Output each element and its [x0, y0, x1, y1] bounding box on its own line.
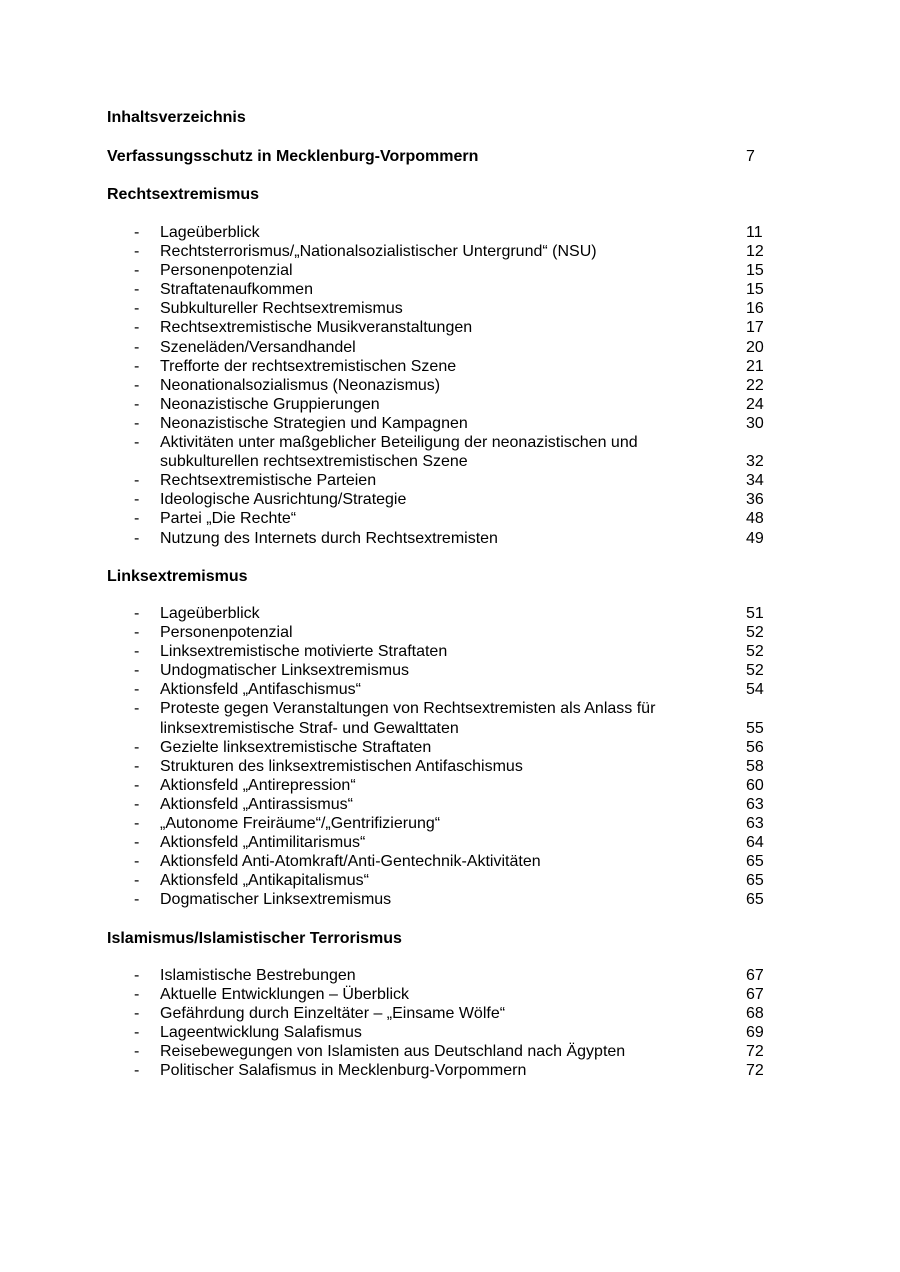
list-dash: - — [134, 757, 140, 775]
toc-entry-title — [160, 414, 720, 433]
toc-entry-title — [160, 261, 720, 280]
toc-entry-title — [160, 471, 720, 490]
list-dash: - — [134, 986, 140, 1004]
toc-entry — [0, 414, 900, 433]
toc-entry-title — [160, 490, 720, 509]
toc-list-linksextremismus — [0, 604, 900, 910]
list-dash: - — [134, 300, 140, 318]
toc-entry-title-line: Gefährdung durch Einzeltäter – „Einsame Wölfe“ — [160, 1005, 506, 1023]
toc-entry — [0, 1042, 900, 1061]
toc-entry — [0, 757, 900, 776]
toc-entry-page-number: 21 — [746, 357, 764, 375]
toc-entry-title — [160, 242, 720, 261]
toc-entry-title-line: Lageüberblick — [160, 224, 260, 241]
toc-entry-title-line: Personenpotenzial — [160, 262, 293, 280]
toc-entry-page-number: 67 — [746, 967, 764, 984]
toc-entry-title — [160, 338, 720, 357]
toc-entry-page-number: 55 — [746, 719, 764, 737]
toc-entry-title-line: Rechtsextremistische Musikveranstaltungen — [160, 319, 473, 337]
toc-entry — [0, 490, 900, 509]
list-dash: - — [134, 319, 140, 337]
toc-title: Inhaltsverzeichnis — [107, 109, 246, 126]
toc-entry-title — [160, 985, 720, 1004]
toc-entry-title — [160, 318, 720, 337]
toc-entry-title-line: Ideologische Ausrichtung/Strategie — [160, 491, 407, 509]
toc-entry — [0, 1061, 900, 1080]
toc-entry — [0, 795, 900, 814]
toc-entry — [0, 871, 900, 890]
toc-entry-title-line: Personenpotenzial — [160, 624, 293, 642]
list-dash: - — [134, 376, 140, 394]
toc-entry-title-line: Reisebewegungen von Islamisten aus Deutschland nach Ägypten — [160, 1043, 626, 1061]
toc-entry-title-line: Trefforte der rechtsextremistischen Szene — [160, 357, 457, 375]
toc-entry-page-number: 65 — [746, 872, 764, 890]
toc-list-rechtsextremismus — [0, 223, 900, 548]
list-dash: - — [134, 605, 140, 622]
list-dash: - — [134, 662, 140, 680]
section-heading-islamismus: Islamismus/Islamistischer Terrorismus — [107, 930, 402, 947]
toc-entry-page-number: 51 — [746, 605, 764, 622]
toc-entry — [0, 1004, 900, 1023]
toc-entry — [0, 299, 900, 318]
toc-entry-page-number: 24 — [746, 395, 764, 413]
toc-entry — [0, 890, 900, 909]
toc-entry — [0, 966, 900, 985]
toc-entry-title-line: Aktivitäten unter maßgeblicher Beteiligung der neonazistischen und — [160, 434, 638, 452]
toc-entry-page-number: 32 — [746, 453, 764, 471]
toc-entry-page-number: 49 — [746, 529, 764, 547]
toc-entry-title — [160, 757, 720, 776]
toc-entry-title — [160, 642, 720, 661]
toc-entry-title-line: Subkultureller Rechtsextremismus — [160, 300, 403, 318]
toc-entry — [0, 395, 900, 414]
toc-entry-title — [160, 890, 720, 909]
toc-entry-page-number: 16 — [746, 300, 764, 318]
toc-entry — [0, 509, 900, 528]
intro-page-number: 7 — [746, 148, 755, 165]
toc-entry — [0, 471, 900, 490]
toc-entry — [0, 261, 900, 280]
toc-entry-title — [160, 433, 720, 471]
toc-entry-title-line: Gezielte linksextremistische Straftaten — [160, 738, 432, 756]
toc-entry-title — [160, 814, 720, 833]
list-dash: - — [134, 872, 140, 890]
list-dash: - — [134, 395, 140, 413]
toc-entry-page-number: 72 — [746, 1043, 764, 1061]
toc-entry-title — [160, 623, 720, 642]
toc-entry-title-line: Rechtsextremistische Parteien — [160, 472, 377, 490]
list-dash: - — [134, 1024, 140, 1042]
toc-entry-title — [160, 376, 720, 395]
toc-entry-title-line: Dogmatischer Linksextremismus — [160, 891, 392, 909]
toc-entry-page-number: 12 — [746, 243, 764, 261]
toc-entry — [0, 623, 900, 642]
toc-entry-title-line: Proteste gegen Veranstaltungen von Rechtsextremisten als Anlass für — [160, 700, 656, 718]
toc-entry-page-number: 15 — [746, 281, 764, 299]
toc-entry-title-line: Aktionsfeld „Antikapitalismus“ — [160, 872, 369, 890]
toc-entry — [0, 661, 900, 680]
toc-entry — [0, 814, 900, 833]
toc-entry-page-number: 52 — [746, 624, 764, 642]
toc-entry — [0, 433, 900, 471]
list-dash: - — [134, 795, 140, 813]
list-dash: - — [134, 1005, 140, 1023]
toc-entry-page-number: 54 — [746, 681, 764, 699]
toc-entry — [0, 1023, 900, 1042]
toc-entry-page-number: 69 — [746, 1024, 764, 1042]
toc-entry-title-line: Aktionsfeld Anti-Atomkraft/Anti-Gentechnik-Aktivitäten — [160, 853, 541, 871]
toc-entry-title — [160, 738, 720, 757]
toc-entry-title — [160, 966, 720, 985]
toc-entry-title-line: Aktionsfeld „Antirepression“ — [160, 776, 356, 794]
toc-entry-page-number: 17 — [746, 319, 764, 337]
list-dash: - — [134, 281, 140, 299]
toc-entry — [0, 357, 900, 376]
toc-entry-page-number: 63 — [746, 795, 764, 813]
toc-entry-title — [160, 299, 720, 318]
toc-entry — [0, 338, 900, 357]
section-heading-linksextremismus: Linksextremismus — [107, 568, 248, 585]
toc-entry-title — [160, 661, 720, 680]
toc-entry-title-line: Aktionsfeld „Antifaschismus“ — [160, 681, 361, 699]
toc-entry-page-number: 56 — [746, 738, 764, 756]
toc-entry-page-number: 20 — [746, 338, 764, 356]
toc-entry-title-line: Nutzung des Internets durch Rechtsextremisten — [160, 529, 498, 547]
toc-entry-title — [160, 395, 720, 414]
toc-entry-title — [160, 833, 720, 852]
toc-entry-title — [160, 1023, 720, 1042]
toc-entry-title — [160, 699, 720, 737]
toc-entry-page-number: 36 — [746, 491, 764, 509]
toc-entry-title-line: Linksextremistische motivierte Straftaten — [160, 643, 448, 661]
toc-entry-title-line: Neonazistische Strategien und Kampagnen — [160, 414, 468, 432]
list-dash: - — [134, 776, 140, 794]
list-dash: - — [134, 643, 140, 661]
toc-entry-title — [160, 223, 720, 242]
toc-entry — [0, 985, 900, 1004]
toc-entry-page-number: 30 — [746, 414, 764, 432]
list-dash: - — [134, 510, 140, 528]
toc-entry — [0, 242, 900, 261]
toc-entry-title — [160, 509, 720, 528]
toc-entry-title — [160, 604, 720, 623]
toc-entry-title — [160, 357, 720, 376]
list-dash: - — [134, 357, 140, 375]
toc-entry-title — [160, 280, 720, 299]
list-dash: - — [134, 338, 140, 356]
toc-entry-title-line: Strukturen des linksextremistischen Antifaschismus — [160, 757, 523, 775]
toc-entry-title-line: linksextremistische Straf- und Gewalttaten — [160, 719, 459, 737]
list-dash: - — [134, 243, 140, 261]
list-dash: - — [134, 891, 140, 909]
toc-entry-title-line: Aktuelle Entwicklungen – Überblick — [160, 986, 410, 1004]
toc-entry-title-line: Neonazistische Gruppierungen — [160, 395, 380, 413]
toc-entry-title — [160, 852, 720, 871]
list-dash: - — [134, 853, 140, 871]
toc-entry-title-line: Partei „Die Rechte“ — [160, 510, 297, 528]
toc-entry-title-line: Lageentwicklung Salafismus — [160, 1024, 362, 1042]
toc-entry-title-line: Politischer Salafismus in Mecklenburg-Vorpommern — [160, 1062, 527, 1080]
toc-entry — [0, 738, 900, 757]
toc-entry-page-number: 67 — [746, 986, 764, 1004]
list-dash: - — [134, 700, 140, 718]
toc-entry — [0, 376, 900, 395]
list-dash: - — [134, 1043, 140, 1061]
toc-entry-page-number: 65 — [746, 853, 764, 871]
toc-entry-title — [160, 795, 720, 814]
intro-title: Verfassungsschutz in Mecklenburg-Vorpommern — [107, 148, 479, 165]
toc-entry-title — [160, 1004, 720, 1023]
toc-entry-title-line: Aktionsfeld „Antimilitarismus“ — [160, 834, 366, 852]
toc-entry — [0, 223, 900, 242]
list-dash: - — [134, 529, 140, 547]
toc-entry-title-line: Szeneläden/Versandhandel — [160, 338, 356, 356]
toc-entry-page-number: 64 — [746, 834, 764, 852]
toc-entry-title — [160, 776, 720, 795]
list-dash: - — [134, 224, 140, 241]
toc-entry-page-number: 52 — [746, 662, 764, 680]
toc-entry-title-line: Rechtsterrorismus/„Nationalsozialistischer Untergrund“ (NSU) — [160, 243, 597, 261]
list-dash: - — [134, 472, 140, 490]
toc-entry-title — [160, 680, 720, 699]
list-dash: - — [134, 681, 140, 699]
toc-entry-title — [160, 1061, 720, 1080]
toc-entry — [0, 699, 900, 737]
toc-entry-title — [160, 1042, 720, 1061]
toc-entry-title-line: Aktionsfeld „Antirassismus“ — [160, 795, 353, 813]
toc-entry — [0, 680, 900, 699]
toc-entry-page-number: 34 — [746, 472, 764, 490]
list-dash: - — [134, 262, 140, 280]
toc-entry-title-line: Neonationalsozialismus (Neonazismus) — [160, 376, 441, 394]
list-dash: - — [134, 434, 140, 452]
toc-entry — [0, 852, 900, 871]
list-dash: - — [134, 834, 140, 852]
toc-entry-page-number: 11 — [746, 224, 763, 241]
toc-entry-title-line: „Autonome Freiräume“/„Gentrifizierung“ — [160, 815, 441, 833]
toc-entry — [0, 604, 900, 623]
toc-entry-title-line: Lageüberblick — [160, 605, 260, 622]
toc-entry — [0, 642, 900, 661]
toc-entry-title — [160, 529, 720, 548]
toc-entry — [0, 529, 900, 548]
toc-entry-title — [160, 871, 720, 890]
toc-entry-page-number: 60 — [746, 776, 764, 794]
list-dash: - — [134, 815, 140, 833]
toc-entry — [0, 318, 900, 337]
toc-entry — [0, 280, 900, 299]
toc-entry-page-number: 15 — [746, 262, 764, 280]
toc-entry-page-number: 48 — [746, 510, 764, 528]
toc-entry-title-line: subkulturellen rechtsextremistischen Szene — [160, 453, 468, 471]
toc-entry-title-line: Straftatenaufkommen — [160, 281, 313, 299]
toc-entry-page-number: 68 — [746, 1005, 764, 1023]
toc-entry-title-line: Undogmatischer Linksextremismus — [160, 662, 409, 680]
toc-entry-page-number: 63 — [746, 815, 764, 833]
toc-entry-page-number: 72 — [746, 1062, 764, 1080]
list-dash: - — [134, 624, 140, 642]
list-dash: - — [134, 967, 140, 984]
section-heading-rechtsextremismus: Rechtsextremismus — [107, 186, 260, 203]
list-dash: - — [134, 491, 140, 509]
list-dash: - — [134, 738, 140, 756]
toc-entry-page-number: 58 — [746, 757, 764, 775]
toc-entry-page-number: 22 — [746, 376, 764, 394]
toc-entry-title-line: Islamistische Bestrebungen — [160, 967, 356, 984]
list-dash: - — [134, 1062, 140, 1080]
toc-entry-page-number: 52 — [746, 643, 764, 661]
toc-entry-page-number: 65 — [746, 891, 764, 909]
toc-entry — [0, 833, 900, 852]
toc-list-islamismus — [0, 966, 900, 1081]
list-dash: - — [134, 414, 140, 432]
toc-entry — [0, 776, 900, 795]
